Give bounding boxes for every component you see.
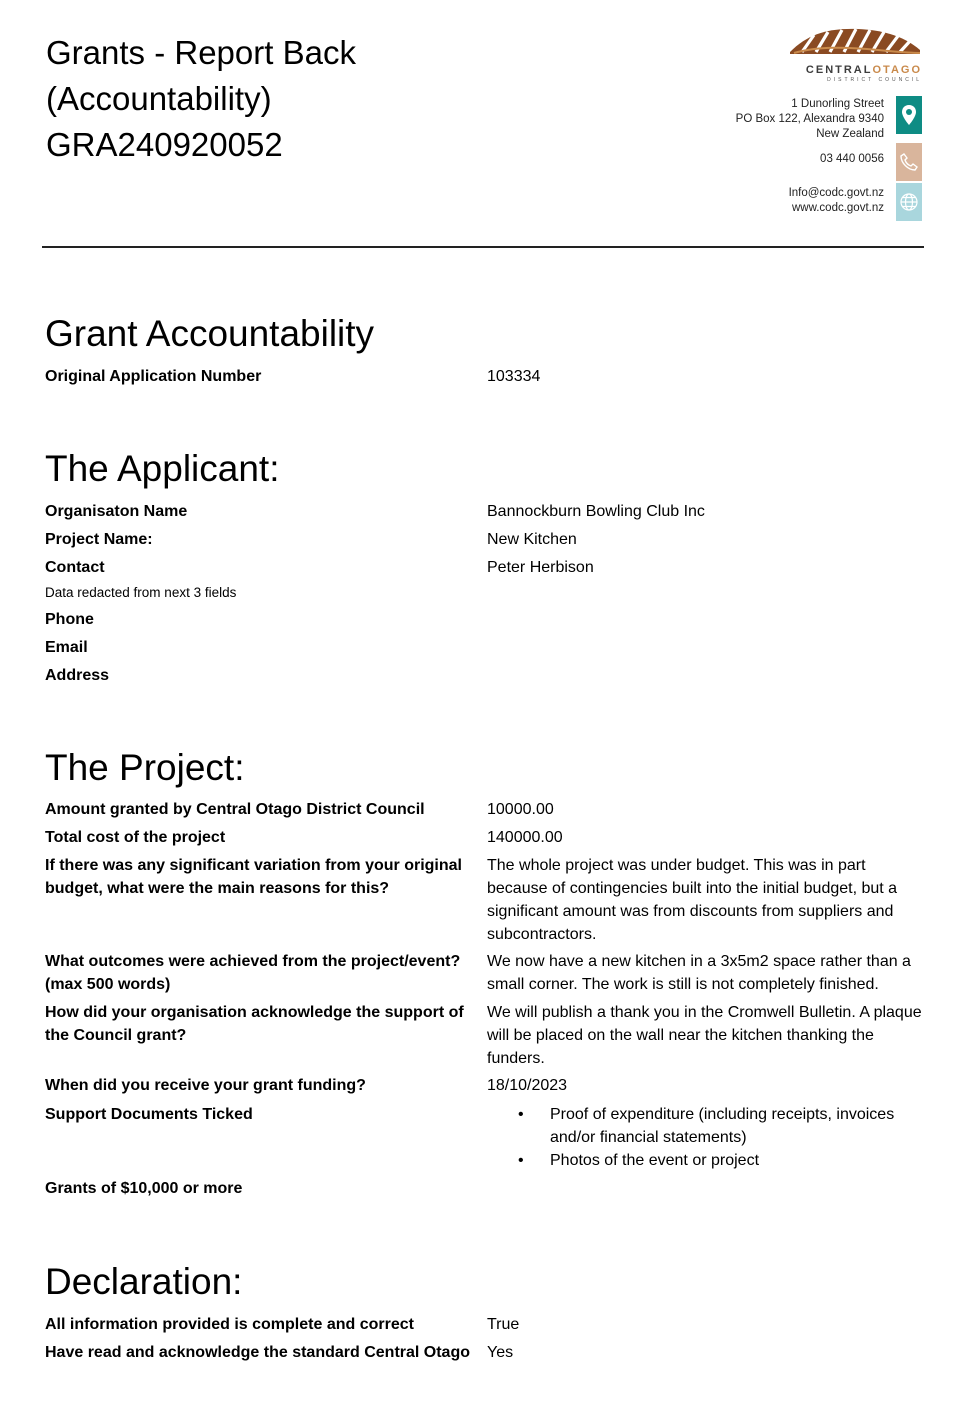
list-item: • Proof of expenditure (including receipts, invoices and/or financial statements): [487, 1103, 925, 1149]
field-label: Phone: [45, 611, 94, 628]
field-value: [487, 636, 925, 659]
field-row-support-documents: [45, 1103, 925, 1172]
field-value: 18/10/2023: [487, 1077, 568, 1094]
field-row-outcomes: [45, 950, 925, 996]
council-phone: 03 440 0056: [820, 153, 884, 165]
council-email: Info@codc.govt.nz: [788, 187, 884, 199]
field-label: Original Application Number: [45, 368, 262, 385]
field-row-phone: [45, 608, 925, 631]
field-row-total-cost: [45, 826, 925, 849]
phone-icon: [896, 143, 922, 181]
field-row-info-complete: [45, 1313, 925, 1336]
field-row-grants-10000: [45, 1177, 925, 1200]
field-value: 10000.00: [487, 801, 554, 818]
field-label: Have read and acknowledge the standard Central Otago: [45, 1344, 470, 1361]
council-address: [736, 97, 884, 142]
field-row-acknowledge-standard: [45, 1341, 925, 1364]
field-label: Total cost of the project: [45, 829, 226, 846]
logo-subtitle: DISTRICT COUNCIL: [827, 77, 922, 83]
council-web-contacts: [789, 186, 884, 216]
field-row-email: [45, 636, 925, 659]
field-value: 140000.00: [487, 829, 563, 846]
document-title-line-1: Grants - Report Back: [46, 34, 356, 71]
field-label: Address: [45, 667, 110, 684]
location-pin-icon: [896, 96, 922, 134]
document-reference-number: GRA240920052: [46, 126, 283, 163]
field-row-budget-variation: [45, 854, 925, 946]
address-line-3: New Zealand: [816, 128, 884, 140]
section-title-grant-accountability: Grant Accountability: [45, 313, 375, 354]
field-row-amount-granted: [45, 798, 925, 821]
logo-wordmark: CENTRALOTAGO: [805, 64, 922, 76]
field-label: Amount granted by Central Otago District Council: [45, 801, 425, 818]
council-website: www.codc.govt.nz: [791, 202, 884, 214]
field-row-funding-date: [45, 1074, 925, 1097]
field-value: We now have a new kitchen in a 3x5m2 space rather than a small corner. The work is still is not completely finished.: [487, 953, 911, 993]
section-title-project: The Project:: [45, 747, 245, 788]
field-label: Organisaton Name: [45, 503, 188, 520]
field-label: Contact: [45, 559, 105, 576]
field-value: True: [487, 1316, 520, 1333]
field-value: 103334: [487, 368, 541, 385]
field-value: [487, 1103, 925, 1172]
support-documents-list: [487, 1103, 925, 1172]
redaction-note: Data redacted from next 3 fields: [45, 585, 237, 600]
field-label: How did your organisation acknowledge the support of the Council grant?: [45, 1004, 464, 1044]
field-label: When did you receive your grant funding?: [45, 1077, 366, 1094]
field-value: Yes: [487, 1344, 514, 1361]
field-label: If there was any significant variation from your original budget, what were the main reasons for this?: [45, 857, 462, 897]
document-title-line-2: (Accountability): [46, 80, 272, 117]
field-row-project-name: [45, 528, 925, 551]
field-label: Support Documents Ticked: [45, 1106, 253, 1123]
field-row-original-application: [45, 365, 925, 388]
field-row-contact: [45, 556, 925, 579]
address-line-2: PO Box 122, Alexandra 9340: [735, 113, 884, 125]
section-title-applicant: The Applicant:: [45, 448, 280, 489]
globe-icon: [896, 183, 922, 221]
field-value: [487, 1177, 925, 1200]
field-value: [487, 664, 925, 687]
address-line-1: 1 Dunorling Street: [791, 98, 884, 110]
field-value: [487, 608, 925, 631]
field-label: What outcomes were achieved from the project/event? (max 500 words): [45, 953, 461, 993]
field-value: The whole project was under budget. This was in part because of contingencies built into the initial budget, but a significant amount was from discounts from suppliers and subcontractors.: [487, 857, 898, 943]
document-title: [46, 30, 356, 168]
list-item: • Photos of the event or project: [487, 1149, 925, 1172]
field-label: Email: [45, 639, 88, 656]
field-label: Grants of $10,000 or more: [45, 1180, 243, 1197]
field-row-acknowledgement: [45, 1001, 925, 1070]
field-value: Bannockburn Bowling Club Inc: [487, 503, 705, 520]
field-label: Project Name:: [45, 531, 153, 548]
field-value: We will publish a thank you in the Cromwell Bulletin. A plaque will be placed on the wall near the kitchen thanking the funders.: [487, 1004, 922, 1067]
field-value: New Kitchen: [487, 531, 577, 548]
field-row-organisation: [45, 500, 925, 523]
header-divider: [42, 246, 924, 248]
section-title-declaration: Declaration:: [45, 1261, 243, 1302]
field-label: All information provided is complete and correct: [45, 1316, 414, 1333]
field-value: Peter Herbison: [487, 559, 594, 576]
field-row-address: [45, 664, 925, 687]
